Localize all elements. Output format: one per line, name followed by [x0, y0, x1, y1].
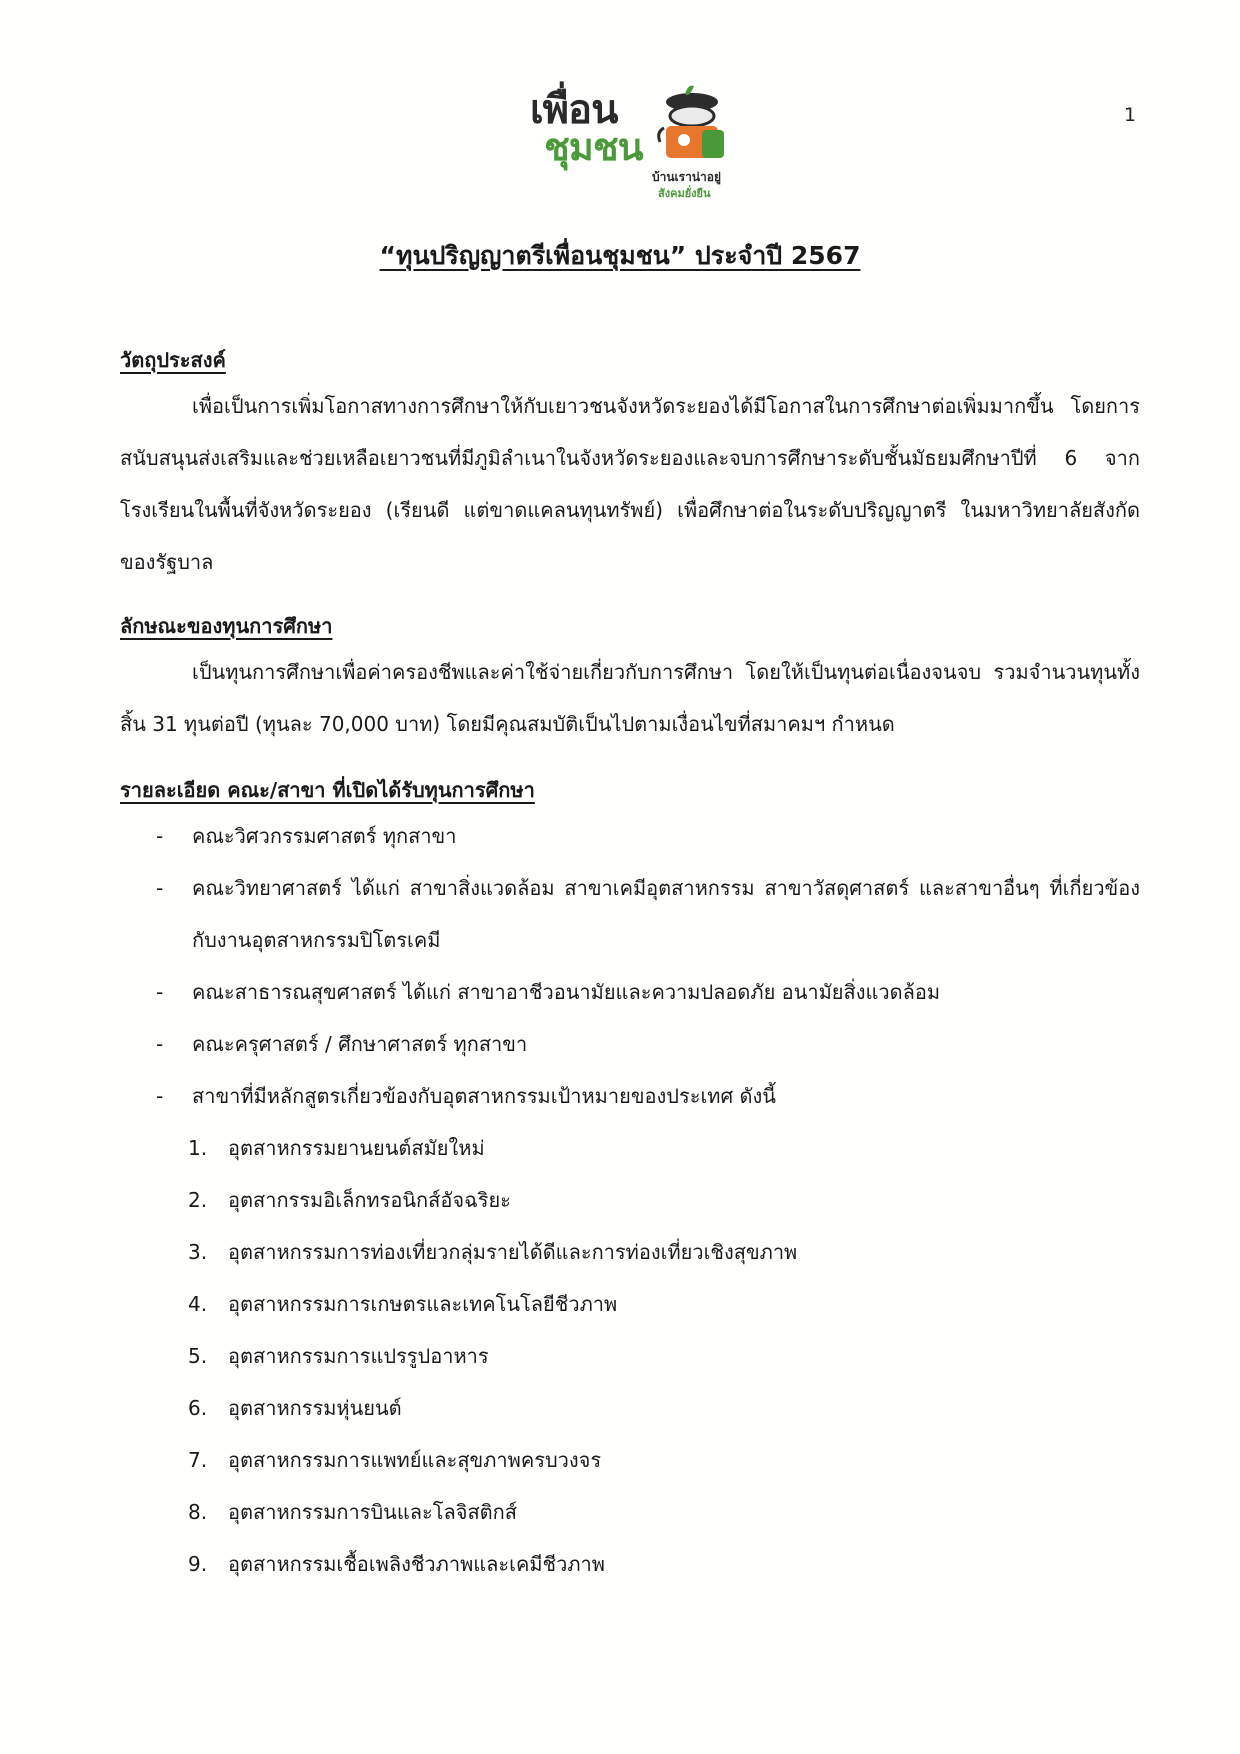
dash-marker: - [156, 824, 164, 848]
list-item [120, 1122, 1140, 1174]
scholarship-type-paragraph: เป็นทุนการศึกษาเพื่อค่าครองชีพและค่าใช้จ่ายเกี่ยวกับการศึกษา โดยให้เป็นทุนต่อเนื่องจนจบ รวมจำนวนทุนทั้งสิ้น 31 ทุนต่อปี (ทุนละ 70,000 บาท) โดยมีคุณสมบัติเป็นไปตามเงื่อนไขที่สมาคมฯ กำหนด [120, 660, 1140, 736]
industry-item-text: อุตสาหกรรมการบินและโลจิสติกส์ [228, 1500, 517, 1524]
list-item [120, 810, 1140, 862]
list-item [120, 1486, 1140, 1538]
logo-word-friend: เพื่อน [530, 87, 618, 133]
list-item [120, 1382, 1140, 1434]
item-number: 7. [188, 1448, 208, 1472]
scholarship-type-section [120, 606, 1140, 750]
faculty-list [120, 810, 1140, 1122]
item-number: 3. [188, 1240, 208, 1264]
item-number: 8. [188, 1500, 208, 1524]
item-number: 6. [188, 1396, 208, 1420]
faculties-section [120, 770, 1140, 1590]
faculty-item-text: คณะวิศวกรรมศาสตร์ ทุกสาขา [192, 824, 457, 848]
list-item [120, 966, 1140, 1018]
faculty-item-text: คณะสาธารณสุขศาสตร์ ได้แก่ สาขาอาชีวอนามัยและความปลอดภัย อนามัยสิ่งแวดล้อม [192, 980, 941, 1004]
logo-tagline-home: บ้านเราน่าอยู่ [652, 170, 722, 184]
document-body [120, 340, 1140, 1590]
faculty-item-text: คณะครุศาสตร์ / ศึกษาศาสตร์ ทุกสาขา [192, 1032, 528, 1056]
list-item [120, 1538, 1140, 1590]
target-industry-list [120, 1122, 1140, 1590]
item-number: 9. [188, 1552, 208, 1576]
list-item [120, 1434, 1140, 1486]
logo-word-community: ชุมชน [544, 125, 643, 169]
section-heading-scholarship-type: ลักษณะของทุนการศึกษา [120, 614, 333, 638]
logo-tagline-society: สังคมยั่งยืน [658, 187, 711, 200]
community-mascot-icon [652, 82, 732, 166]
industry-item-text: อุตสากรรมอิเล็กทรอนิกส์อัจฉริยะ [228, 1188, 511, 1212]
dash-marker: - [156, 1032, 164, 1056]
list-item [120, 1174, 1140, 1226]
list-item [120, 1226, 1140, 1278]
list-item [120, 1018, 1140, 1070]
industry-item-text: อุตสาหกรรมการแปรรูปอาหาร [228, 1344, 489, 1368]
item-number: 1. [188, 1136, 208, 1160]
item-number: 4. [188, 1292, 208, 1316]
dash-marker: - [156, 980, 164, 1004]
industry-item-text: อุตสาหกรรมหุ่นยนต์ [228, 1396, 402, 1420]
logo [530, 82, 742, 204]
list-item [120, 1070, 1140, 1122]
industry-item-text: อุตสาหกรรมเชื้อเพลิงชีวภาพและเคมีชีวภาพ [228, 1552, 605, 1576]
item-number: 2. [188, 1188, 208, 1212]
faculty-item-text: คณะวิทยาศาสตร์ ได้แก่ สาขาสิ่งแวดล้อม สาขาเคมีอุตสาหกรรม สาขาวัสดุศาสตร์ และสาขาอื่นๆ ที่เกี่ยวข้องกับงานอุตสาหกรรมปิโตรเคมี [192, 876, 1140, 952]
list-item [120, 862, 1140, 966]
list-item [120, 1278, 1140, 1330]
dash-marker: - [156, 1084, 164, 1108]
industry-item-text: อุตสาหกรรมการแพทย์และสุขภาพครบวงจร [228, 1448, 602, 1472]
objective-section [120, 340, 1140, 588]
industry-item-text: อุตสาหกรรมยานยนต์สมัยใหม่ [228, 1136, 485, 1160]
dash-marker: - [156, 876, 164, 900]
section-heading-objective: วัตถุประสงค์ [120, 348, 226, 372]
item-number: 5. [188, 1344, 208, 1368]
faculty-item-text: สาขาที่มีหลักสูตรเกี่ยวข้องกับอุตสาหกรรมเป้าหมายของประเทศ ดังนี้ [192, 1084, 776, 1108]
section-heading-faculties: รายละเอียด คณะ/สาขา ที่เปิดได้รับทุนการศึกษา [120, 778, 535, 802]
industry-item-text: อุตสาหกรรมการเกษตรและเทคโนโลยีชีวภาพ [228, 1292, 618, 1316]
list-item [120, 1330, 1140, 1382]
industry-item-text: อุตสาหกรรมการท่องเที่ยวกลุ่มรายได้ดีและการท่องเที่ยวเชิงสุขภาพ [228, 1240, 798, 1264]
page-number: 1 [1124, 104, 1137, 126]
objective-paragraph: เพื่อเป็นการเพิ่มโอกาสทางการศึกษาให้กับเยาวชนจังหวัดระยองได้มีโอกาสในการศึกษาต่อเพิ่มมากขึ้น โดยการสนับสนุนส่งเสริมและช่วยเหลือเยาวชนที่มีภูมิลำเนาในจังหวัดระยองและจบการศึกษาระดับชั้นมัธยมศึกษาปีที่ 6 จากโรงเรียนในพื้นที่จังหวัดระยอง (เรียนดี แต่ขาดแคลนทุนทรัพย์) เพื่อศึกษาต่อในระดับปริญญาตรี ในมหาวิทยาลัยสังกัดของรัฐบาล [120, 394, 1140, 574]
document-title: “ทุนปริญญาตรีเพื่อนชุมชน” ประจำปี 2567 [379, 241, 861, 270]
